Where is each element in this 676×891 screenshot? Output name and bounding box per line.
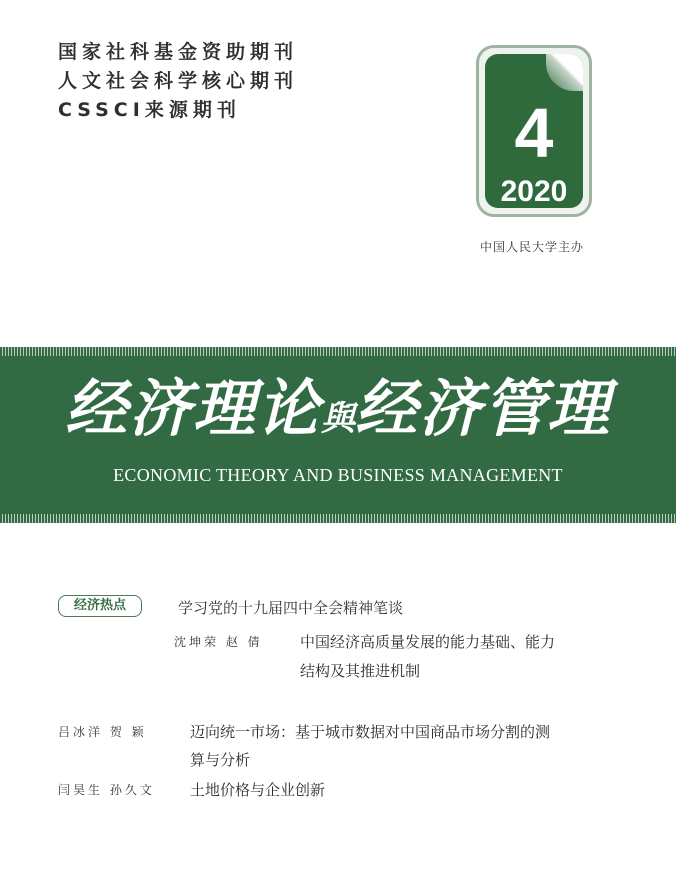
issue-year: 2020	[500, 175, 568, 208]
article-title-line: 结构及其推进机制	[300, 662, 421, 680]
credential-line: 人文社会科学核心期刊	[58, 70, 299, 92]
page-curl-icon	[546, 54, 583, 91]
article-authors: 吕冰洋 贺 颖	[58, 725, 147, 739]
journal-credentials	[58, 38, 298, 125]
band-edge-top	[0, 347, 676, 356]
journal-subtitle: ECONOMIC THEORY AND BUSINESS MANAGEMENT	[113, 465, 563, 485]
credential-line: 国家社科基金资助期刊	[58, 41, 299, 63]
journal-title	[0, 369, 676, 459]
feature-title: 学习党的十九届四中全会精神笔谈	[178, 599, 404, 617]
credential-line: CSSCI来源期刊	[58, 99, 241, 121]
sponsor-label: 中国人民大学主办	[480, 240, 585, 254]
article-title-line: 迈向统一市场：基于城市数据对中国商品市场分割的测	[190, 723, 551, 741]
section-badge: 经济热点	[58, 595, 142, 617]
band-edge-bottom	[0, 514, 676, 523]
issue-number: 4	[514, 94, 554, 172]
issue-badge	[476, 45, 592, 217]
article-title-line: 中国经济高质量发展的能力基础、能力	[300, 633, 556, 651]
article-title-line: 土地价格与企业创新	[190, 781, 326, 799]
article-title-line: 算与分析	[190, 751, 251, 769]
article-authors: 闫昊生 孙久文	[58, 783, 155, 797]
issue-badge-panel	[485, 54, 583, 208]
journal-title-part2: 经济管理	[355, 372, 612, 445]
title-band	[0, 347, 676, 523]
journal-title-part1: 经济理论	[64, 372, 321, 445]
journal-title-connector: 與	[321, 399, 355, 439]
article-authors: 沈坤荣 赵 倩	[174, 635, 263, 649]
